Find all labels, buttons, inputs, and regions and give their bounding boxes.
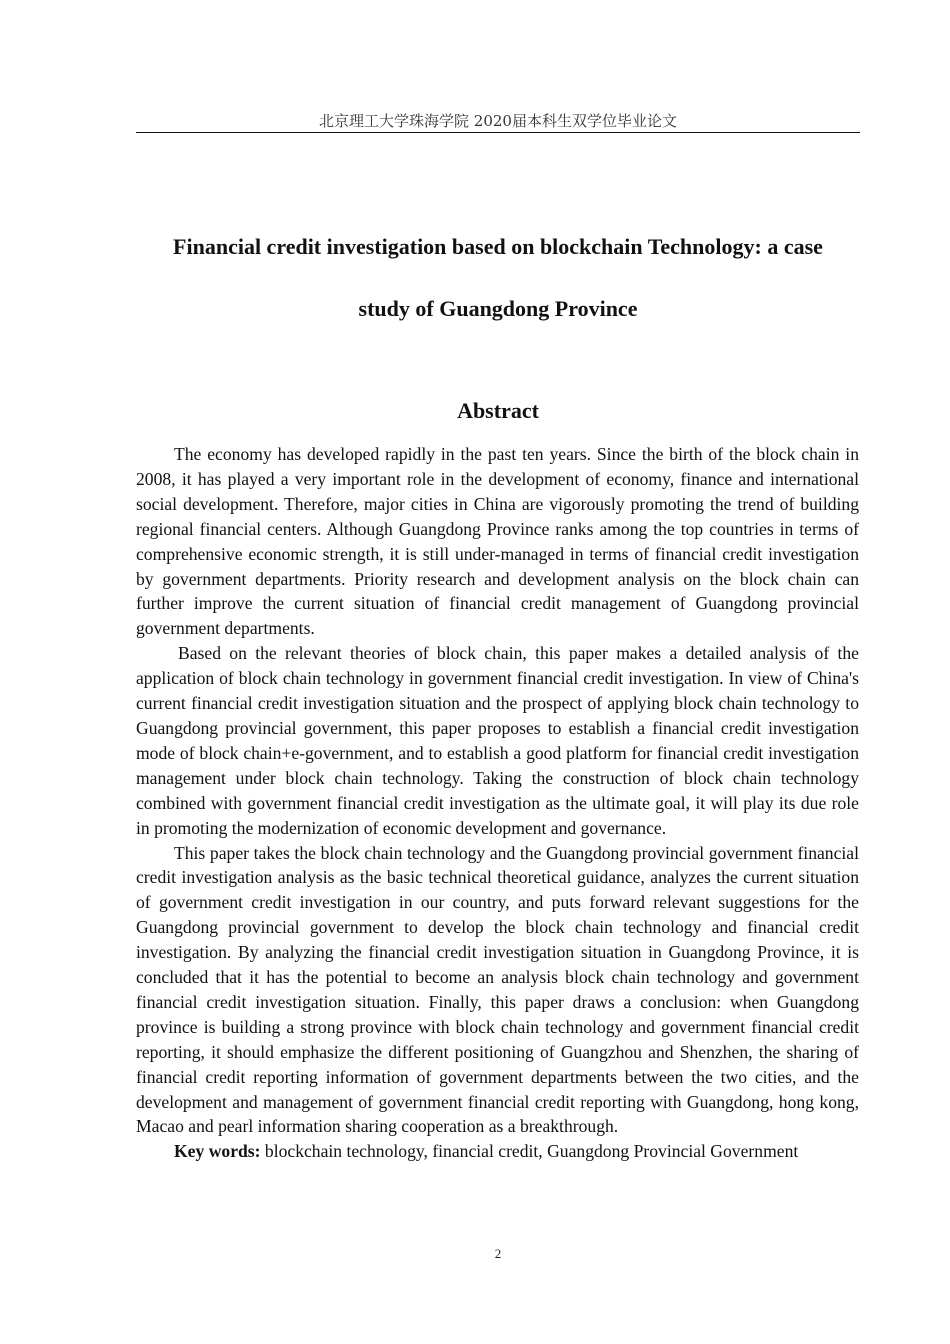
paper-title-line-1: Financial credit investigation based on blockchain Technology: a case	[173, 234, 823, 259]
abstract-body	[136, 442, 859, 1164]
abstract-paragraph-1: The economy has developed rapidly in the past ten years. Since the birth of the block chain in 2008, it has played a very important role in the development of economy, finance and international social development. Therefore, major cities in China are vigorously promoting the trend of building regional financial centers. Although Guangdong Province ranks among the top countries in terms of comprehensive economic strength, it is still under-managed in terms of financial credit investigation by government departments. Priority research and development analysis on the block chain can further improve the current situation of financial credit management of Guangdong provincial government departments.	[136, 444, 859, 639]
paper-title	[136, 216, 860, 340]
keywords-text: blockchain technology, financial credit, Guangdong Provincial Government	[260, 1141, 799, 1162]
page-number: 2	[494, 1246, 502, 1261]
abstract-paragraph-3: This paper takes the block chain technology and the Guangdong provincial government financial credit investigation analysis as the basic technical theoretical guidance, analyzes the current situation of government credit investigation in our country, and puts forward relevant suggestions for the Guangdong provincial government to develop the block chain technology and financial credit investigation. By analyzing the financial credit investigation situation in Guangdong Province, it is concluded that it has the potential to become an analysis block chain technology and government financial credit investigation situation. Finally, this paper draws a conclusion: when Guangdong province is building a strong province with block chain technology and government financial credit reporting, it should emphasize the different positioning of Guangzhou and Shenzhen, the sharing of financial credit reporting information of government departments between the two cities, and the development and management of government financial credit reporting with Guangdong, hong kong, Macao and pearl information sharing cooperation as a breakthrough.	[136, 842, 859, 1137]
running-header: 北京理工大学珠海学院 2020届本科生双学位毕业论文	[319, 112, 677, 130]
abstract-paragraph-2: Based on the relevant theories of block chain, this paper makes a detailed analysis of the application of block chain technology in government financial credit investigation. In view of China's current financial credit investigation situation and the prospect of applying block chain technology to Guangdong provincial government, this paper proposes to establish a financial credit investigation mode of block chain+e-government, and to establish a good platform for financial credit investigation management under block chain technology. Taking the construction of block chain technology combined with government financial credit investigation as the ultimate goal, it will play its due role in promoting the modernization of economic development and governance.	[136, 643, 859, 838]
abstract-heading: Abstract	[457, 398, 539, 423]
paper-title-line-2: study of Guangdong Province	[358, 296, 638, 321]
header-divider	[136, 132, 860, 133]
keywords-label: Key words:	[174, 1141, 261, 1162]
keywords-line	[136, 1139, 859, 1164]
